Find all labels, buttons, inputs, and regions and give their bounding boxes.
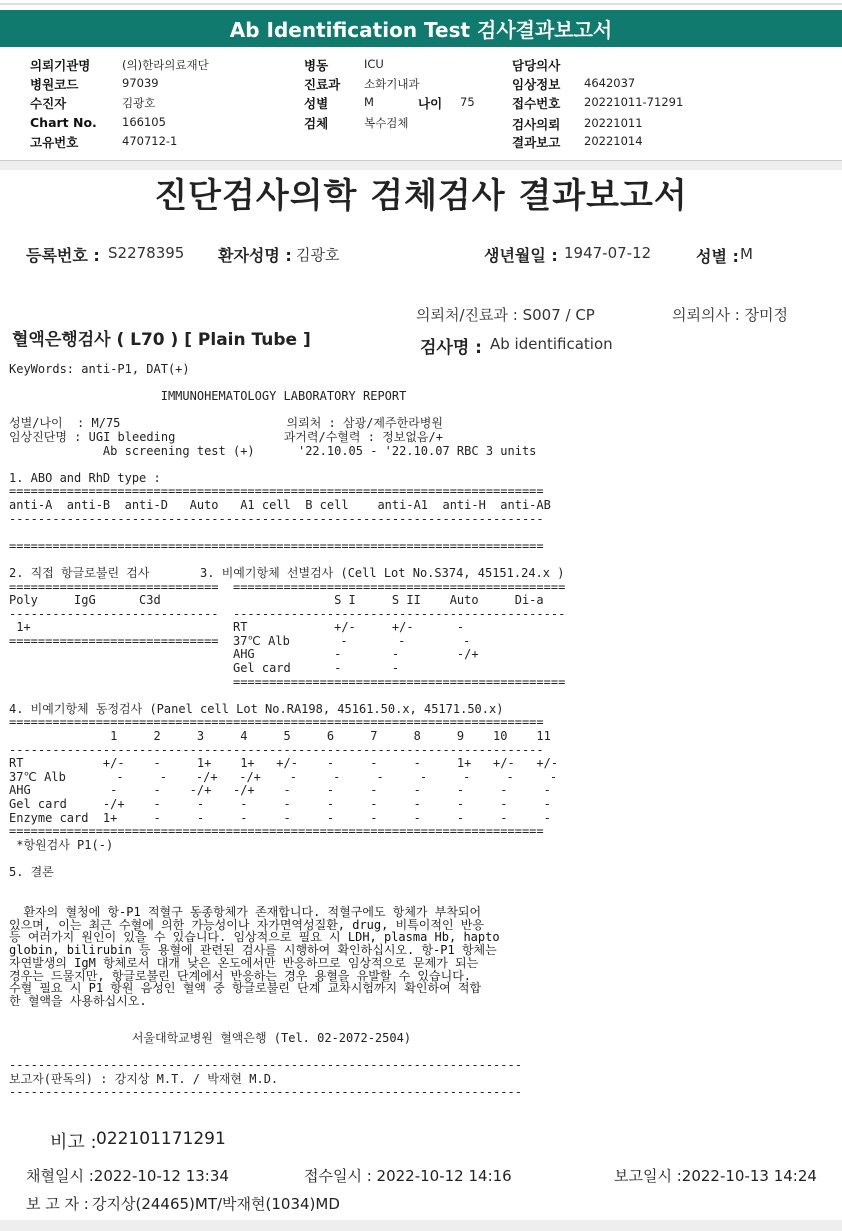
test-name-label: 검사명 : [420, 338, 482, 358]
reporter-value: 강지상(24465)MT/박재현(1034)MD [92, 1195, 340, 1213]
meta-value: 4642037 [584, 76, 636, 90]
dob-label: 생년월일 : [484, 246, 558, 265]
dob-value: 1947-07-12 [564, 244, 652, 262]
meta-key: 수진자 [30, 96, 67, 111]
meta-value: 75 [460, 95, 475, 109]
meta-value: 97039 [122, 76, 159, 90]
meta-row [30, 133, 78, 151]
top-divider [0, 3, 842, 5]
meta-key: 성별 [304, 96, 329, 111]
meta-grid [0, 54, 842, 154]
meta-key: 접수번호 [512, 96, 561, 111]
header-title: Ab Identification Test 검사결과보고서 [229, 18, 613, 42]
report-title: 진단검사의학 검체검사 결과보고서 [154, 176, 688, 216]
meta-row [304, 56, 328, 74]
meta-row [512, 94, 560, 112]
meta-key: 나이 [418, 96, 443, 111]
meta-value: 20221014 [584, 134, 643, 148]
lab-report-body: KeyWords: anti-P1, DAT(+) IMMUNOHEMATOLOGY LABORATORY REPORT 성별/나이 : M/75 의뢰처 : 삼광/제주한라병원 임상진단명 : UGI bleeding 과거력/수혈력 : 정보없음/+ Ab screening test (+) '22.10.05 - '22.10.07 RBC 3 units 1. ABO and RhD type : ========================================================================== anti-A anti-B anti-D Auto A1 cell B cell anti-A1 anti-H anti-AB -------------------------------------------------------------------------- ========================================================================== 2. 직접 항글로불린 검사 3. 비예기항체 선별검사 (Cell Lot No.S374, 45151.24.x ) ============================= ============================================== Poly IgG C3d S I S II Auto Di-a ----------------------------- ---------------------------------------------- 1+ RT +/- +/- - ============================= 37℃ Alb - - - AHG - - -/+ Gel card - - ============================================== 4. 비예기항체 동정검사 (Panel cell Lot No.RA198, 45161.50.x, 45171.50.x) ========================================================================== 1 2 3 4 5 6 7 8 9 10 11 -------------------------------------------------------------------------- RT +/- - 1+ 1+ +/- - - - 1+ +/- +/- 37℃ Alb - - -/+ -/+ - - - - - - - AHG - - -/+ -/+ - - - - - - - Gel card -/+ - - - - - - - - - - Enzyme card 1+ - - - - - - - - - - ========================================================================== *항원검사 P1(-) 5. 결론 [9, 362, 566, 879]
meta-value: 김광호 [122, 96, 156, 110]
sex-value: M [740, 245, 753, 263]
meta-value: ICU [364, 57, 384, 71]
bottom-band [0, 1220, 842, 1231]
meta-row [512, 133, 560, 151]
report-datetime: 보고일시 :2022-10-13 14:24 [614, 1167, 817, 1185]
patient-label: 환자성명 : [218, 246, 292, 265]
meta-row [30, 94, 66, 112]
meta-key: Chart No. [30, 115, 97, 130]
collect-datetime: 채혈일시 :2022-10-12 13:34 [26, 1167, 229, 1185]
patient-value: 김광호 [296, 246, 340, 264]
meta-row [512, 56, 560, 74]
meta-row [512, 115, 560, 133]
meta-key: 검체 [304, 116, 329, 131]
meta-key: 검사의뢰 [512, 117, 561, 132]
meta-row [512, 75, 560, 93]
test-group: 혈액은행검사 ( L70 ) [ Plain Tube ] [12, 330, 311, 350]
meta-key: 병동 [304, 58, 329, 73]
meta-key: 진료과 [304, 77, 341, 92]
meta-row [304, 75, 340, 93]
dept-info: 의뢰처/진료과 : S007 / CP [416, 306, 595, 324]
note-value: 022101171291 [96, 1129, 226, 1149]
meta-row [30, 75, 78, 93]
meta-key: 병원코드 [30, 77, 79, 92]
test-name-value: Ab identification [490, 335, 613, 353]
doctor-info: 의뢰의사 : 장미정 [672, 306, 789, 324]
reg-label: 등록번호 : [26, 246, 100, 265]
reg-value: S2278395 [108, 244, 185, 262]
meta-key: 임상정보 [512, 77, 561, 92]
meta-value: 소화기내과 [364, 77, 420, 91]
conclusion-text: 환자의 혈청에 항-P1 적혈구 동종항체가 존재합니다. 적혈구에도 항체가 부착되어 있으며, 이는 최근 수혈에 의한 가능성이나 자가면역성질환, drug, 비특이적인 반응 등 여러가지 원인이 있을 수 있습니다. 임상적으로 필요 시 LDH, plasma Hb, hapto globin, bilirubin 등 용혈에 관련된 검사를 시행하여 확인하십시오. 항-P1 항체는 자연발생의 IgM 항체로서 대개 낮은 온도에서만 반응하므로 임상적으로 문제가 되는 경우는 드물지만, 항글로불린 단계에서 반응하는 경우 용혈을 유발할 수 있습니다. 수혈 필요 시 P1 항원 음성인 혈액 중 항글로불린 단계 교차시험까지 확인하여 적합 한 혈액을 사용하십시오. [9, 905, 500, 1008]
meta-value: (의)한라의료재단 [122, 58, 209, 72]
meta-value: 복수검체 [364, 116, 409, 130]
report-header-bar [0, 10, 842, 47]
note-label: 비고 : [50, 1132, 97, 1153]
reporter-label: 보 고 자 : [26, 1195, 89, 1213]
meta-value: M [364, 95, 374, 109]
meta-key: 고유번호 [30, 135, 79, 150]
meta-row [418, 94, 442, 112]
meta-value: 470712-1 [122, 134, 178, 148]
meta-row [30, 56, 90, 74]
meta-value: 20221011 [584, 116, 643, 130]
meta-value: 166105 [122, 115, 166, 129]
meta-key: 의뢰기관명 [30, 58, 91, 73]
meta-value: 20221011-71291 [584, 95, 684, 109]
signature-block: 서울대학교병원 혈액은행 (Tel. 02-2072-2504) ----------------------------------------------------------------------- 보고자(판독의) : 강지상 M.T. / 박재현 M.D. ----------------------------------------------------------------------- [9, 1031, 522, 1100]
meta-row [30, 115, 97, 130]
receive-datetime: 접수일시 : 2022-10-12 14:16 [304, 1167, 512, 1185]
meta-row [304, 114, 328, 132]
sex-label: 성별 : [696, 247, 739, 266]
meta-key: 결과보고 [512, 135, 561, 150]
meta-row [304, 94, 328, 112]
meta-key: 담당의사 [512, 58, 561, 73]
